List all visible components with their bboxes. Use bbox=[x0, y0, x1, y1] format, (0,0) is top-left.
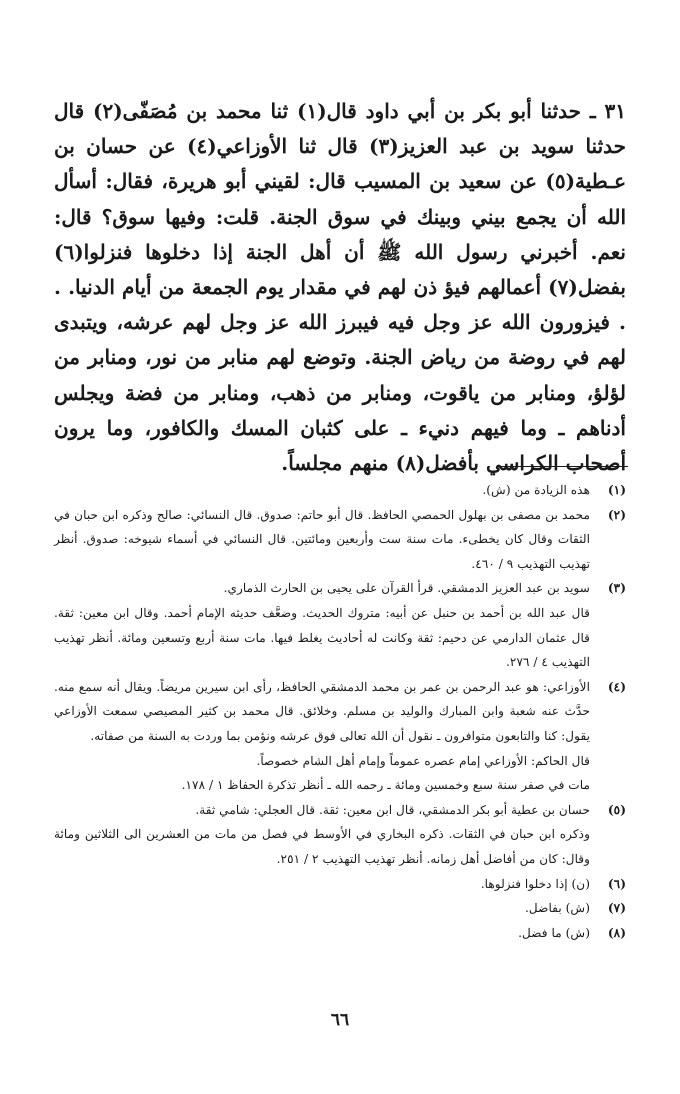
footnote-6 bbox=[54, 872, 626, 897]
footnote-text: قال الحاكم: الأوزاعي إمام عصره عموماً وإمام أهل الشام خصوصاً. bbox=[256, 753, 590, 768]
footnote-mark: (٧) bbox=[607, 901, 626, 916]
footnote-text: الأوزاعي: هو عبد الرحمن بن عمر بن محمد الدمشقي الحافظ، رأى ابن سيرين مريضاً. ويقال أنه سمع منه. حدَّث عنه شعبة وابن المبارك والوليد بن مسلم. وخلائق. قال محمد بن كثير المصيصي سمعت الأوزاعي يقول: كنا والتابعون متوافرون ـ نقول أن الله تعالى فوق عرشه ونؤمن بما وردت به السنة من صفاته. bbox=[54, 679, 590, 743]
footnote-text: وذكره ابن حبان في الثقات. ذكره البخاري في الأوسط في فصل من مات من العشرين الى الثلاثين ومائة وقال: كان من أفاضل أهل زمانه. أنظر تهذيب التهذيب ٢ / ٢٥١. bbox=[54, 827, 590, 866]
footnote-5 bbox=[54, 798, 626, 872]
footnote-7 bbox=[54, 896, 626, 921]
hadith-body: حدثنا أبو بكر بن أبي داود قال(١) ثنا محمد بن مُصَفّى(٢) قال حدثنا سويد بن عبد العزيز(٣) قال ثنا الأوزاعي(٤) عن حسان بن عـطية(٥) عن سعيد بن المسيب قال: لقيني أبو هريرة، فقال: أسأل الله أن يجمع بيني وبينك في سوق الجنة. قلت: وفيها سوق؟ قال: نعم. أخبرني رسول الله ﷺ أن أهل الجنة إذا دخلوها فنزلوا(٦) بفضل(٧) أعمالهم فيؤ ذن لهم في مقدار يوم الجمعة من أيام الدنيا. . . فيزورون الله عز وجل فيه فيبرز الله عز وجل لهم عرشه، ويتبدى لهم في روضة من رياض الجنة. وتوضع لهم منابر من نور، ومنابر من لؤلؤ، ومنابر من ياقوت، ومنابر من ذهب، ومنابر من فضة ويجلس أدناهم ـ وما فيهم دنيء ـ على كثبان المسك والكافور، وما يرون أصحاب الكراسي بأفضل(٨) منهم مجلساً. bbox=[54, 99, 627, 476]
footnote-mark: (٨) bbox=[607, 925, 626, 940]
footnote-mark: (٢) bbox=[607, 507, 626, 522]
page-number: ٦٦ bbox=[330, 1010, 350, 1030]
footnote-4 bbox=[54, 675, 626, 798]
footnote-text: (ش) ما فضل. bbox=[518, 925, 590, 940]
footnote-1 bbox=[54, 478, 626, 503]
footnote-text: (ش) بفاضل. bbox=[525, 901, 590, 916]
footnote-2 bbox=[54, 503, 626, 577]
footnote-mark: (٥) bbox=[607, 802, 626, 817]
footnote-mark: (٦) bbox=[607, 876, 626, 891]
footnote-text: حسان بن عطية أبو بكر الدمشقي، قال ابن معين: ثقة. قال العجلي: شامي ثقة. bbox=[195, 802, 590, 817]
footnote-text: قال عبد الله بن أحمد بن حنبل عن أبيه: متروك الحديث. وضعَّف حديثه الإمام أحمد. وقال ابن معين: ثقة. قال عثمان الدارمي عن دحيم: ثقة وكانت له أحاديث يغلط فيها. مات سنة أربع وتسعين ومائة. أنظر تهذيب التهذيب ٤ / ٢٧٦. bbox=[54, 605, 590, 670]
footnotes bbox=[54, 478, 626, 945]
footnote-separator bbox=[500, 466, 628, 467]
footnote-text: (ن) إذا دخلوا فنزلوها. bbox=[480, 876, 590, 891]
footnote-mark: (١) bbox=[607, 483, 626, 497]
footnote-3 bbox=[54, 576, 626, 674]
footnote-text: سويد بن عبد العزيز الدمشقي. قرأ القرآن على يحيى بن الحارث الذماري. bbox=[223, 581, 590, 596]
footnote-8 bbox=[54, 921, 626, 946]
footnote-text: هذه الزيادة من (ش). bbox=[482, 483, 590, 497]
footnote-text: مات في صفر سنة سبع وخمسين ومائة ـ رحمه الله ـ أنظر تذكرة الحفاظ ١ / ١٧٨. bbox=[181, 778, 590, 793]
footnote-text: محمد بن مصفى بن بهلول الحمصي الحافظ. قال أبو حاتم: صدوق. قال النسائي: صالح وذكره ابن حبان في الثقات وقال كان يخطىء. مات سنة ست وأربعين ومائتين. قال النسائي في أسماء شيوخه: صدوق. أنظر تهذيب التهذيب ٩ / ٤٦٠. bbox=[54, 507, 590, 571]
hadith-number: ٣١ ـ bbox=[589, 99, 627, 123]
hadith-text bbox=[54, 94, 626, 481]
footnote-mark: (٣) bbox=[607, 581, 626, 596]
footnote-mark: (٤) bbox=[607, 679, 626, 694]
